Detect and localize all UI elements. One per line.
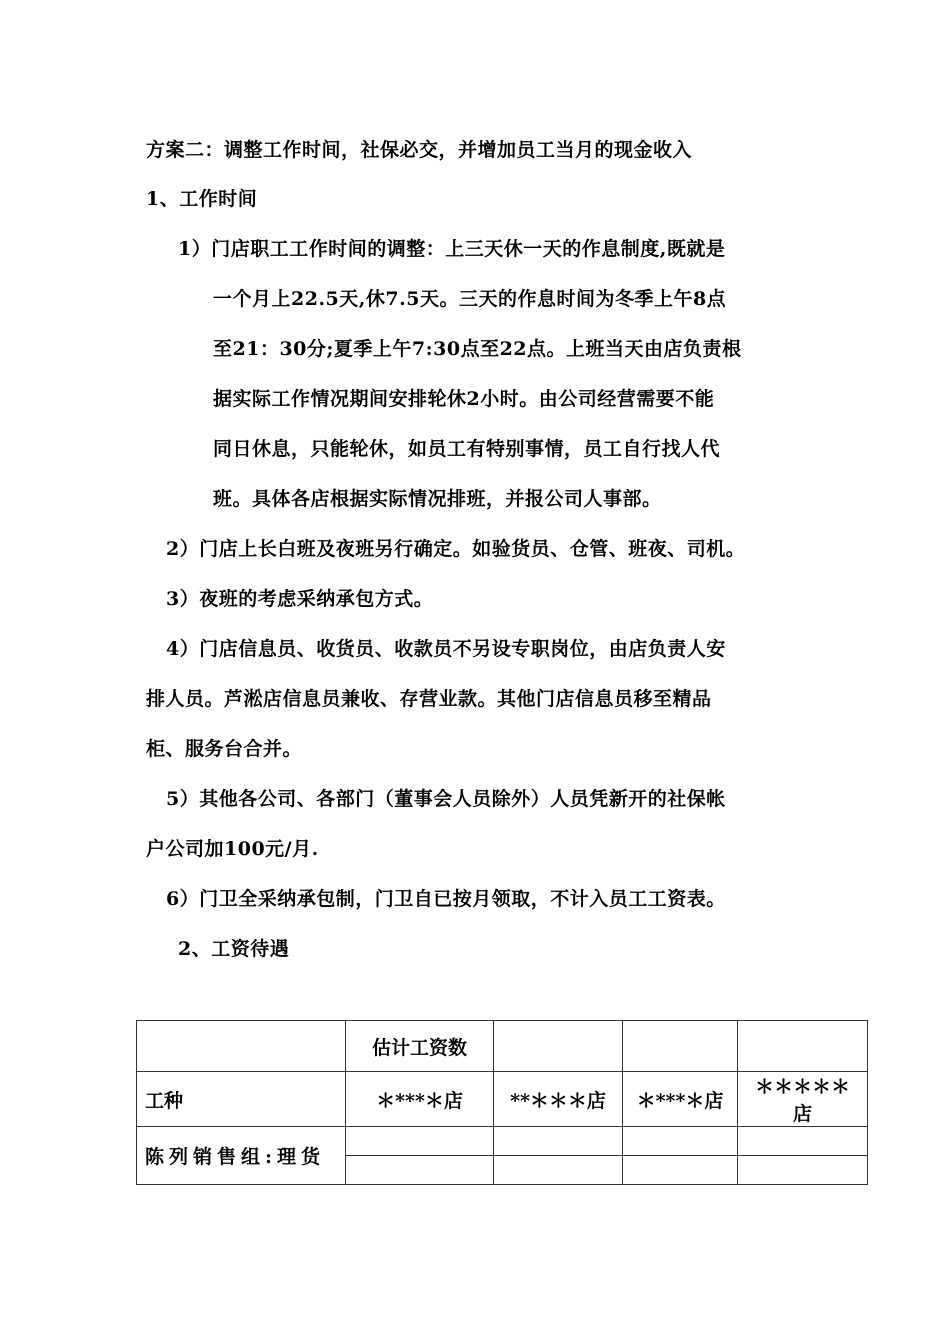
table-row [137, 1021, 868, 1072]
table-cell [623, 1156, 738, 1185]
table-cell [137, 1021, 346, 1072]
table-cell [738, 1156, 868, 1185]
item-4-line-2: 排人员。芦淞店信息员兼收、存营业款。其他门店信息员移至精品 [146, 688, 712, 710]
section-2-title: 2、工资待遇 [178, 938, 290, 960]
item-3: 3）夜班的考虑采纳承包方式。 [166, 588, 434, 610]
item-1-line-6: 班。具体各店根据实际情况排班，并报公司人事部。 [213, 488, 662, 510]
item-1-line-4: 据实际工作情况期间安排轮休2小时。由公司经营需要不能 [213, 388, 715, 410]
estimate-wage-header: 估计工资数 [346, 1021, 494, 1072]
item-5-line-1: 5）其他各公司、各部门（董事会人员除外）人员凭新开的社保帐 [166, 788, 726, 810]
table-cell [494, 1127, 623, 1156]
page-heading: 方案二：调整工作时间，社保必交，并增加员工当月的现金收入 [146, 139, 693, 161]
table-row [137, 1127, 868, 1156]
table-row [137, 1072, 868, 1127]
store-header-1: ＊***＊店 [346, 1072, 494, 1127]
section-1-title: 1、工作时间 [146, 188, 258, 210]
item-4-line-3: 柜、服务台合并。 [146, 738, 303, 760]
item-2: 2）门店上长白班及夜班另行确定。如验货员、仓管、班夜、司机。 [166, 538, 746, 560]
table-cell [623, 1021, 738, 1072]
item-1-line-1: 1）门店职工工作时间的调整：上三天休一天的作息制度,既就是 [178, 238, 726, 260]
store-header-4: ＊＊＊＊＊店 [738, 1072, 868, 1127]
item-5-line-2: 户公司加100元/月. [146, 838, 319, 860]
table-cell [738, 1021, 868, 1072]
table-cell [346, 1127, 494, 1156]
item-1-line-5: 同日休息，只能轮休，如员工有特别事情，员工自行找人代 [213, 438, 721, 460]
table-cell [494, 1021, 623, 1072]
store-header-2: **＊＊＊店 [494, 1072, 623, 1127]
job-type-label: 工种 [137, 1072, 346, 1127]
table-cell [623, 1127, 738, 1156]
store-header-3: ＊***＊店 [623, 1072, 738, 1127]
item-4-line-1: 4）门店信息员、收货员、收款员不另设专职岗位，由店负责人安 [166, 638, 726, 660]
display-sales-group-label: 陈列销售组:理货 [137, 1127, 346, 1185]
item-6: 6）门卫全采纳承包制，门卫自已按月领取，不计入员工工资表。 [166, 888, 726, 910]
item-1-line-3: 至21：30分;夏季上午7:30点至22点。上班当天由店负责根 [213, 338, 742, 360]
table-cell [738, 1127, 868, 1156]
table-cell [494, 1156, 623, 1185]
item-1-line-2: 一个月上22.5天,休7.5天。三天的作息时间为冬季上午8点 [213, 288, 727, 310]
table-cell [346, 1156, 494, 1185]
wage-table [136, 1020, 868, 1185]
